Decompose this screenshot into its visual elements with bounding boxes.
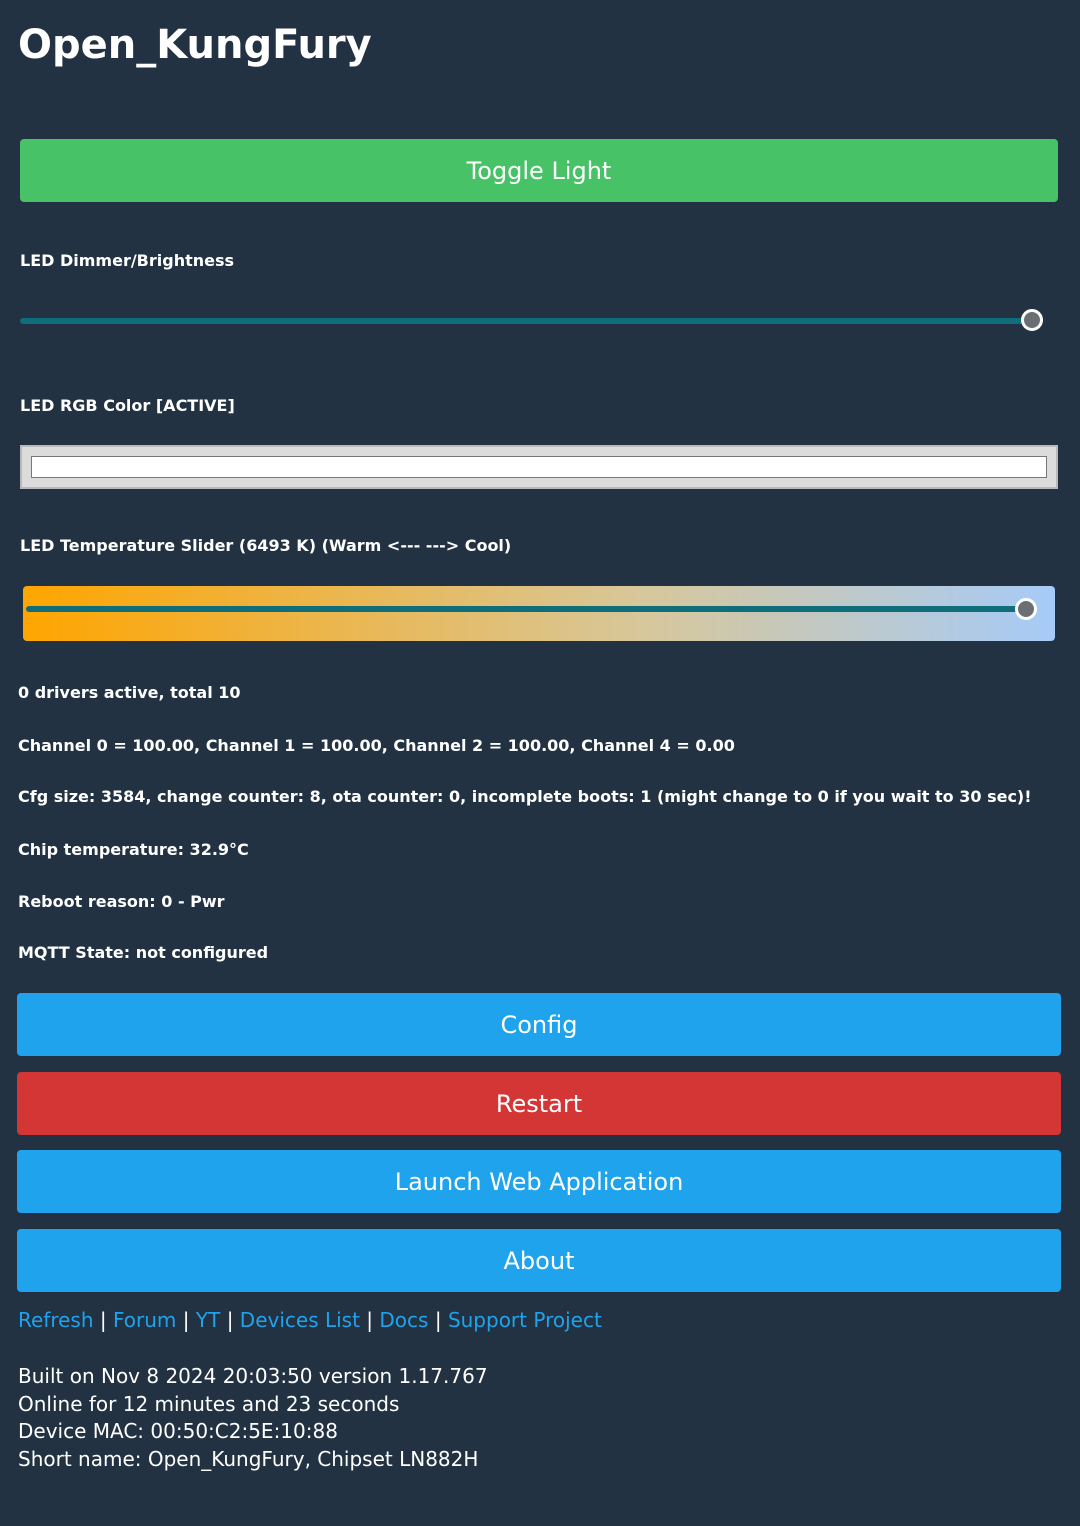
rgb-color-label: LED RGB Color [ACTIVE]	[20, 396, 235, 415]
chip-temperature-info: Chip temperature: 32.9°C	[18, 840, 249, 859]
link-separator: |	[226, 1308, 234, 1332]
dimmer-slider-track[interactable]	[20, 318, 1032, 324]
link-separator: |	[99, 1308, 107, 1332]
built-info: Built on Nov 8 2024 20:03:50 version 1.17.767	[18, 1364, 488, 1388]
restart-button[interactable]: Restart	[17, 1072, 1061, 1135]
cfg-info: Cfg size: 3584, change counter: 8, ota counter: 0, incomplete boots: 1 (might change to 0 if you wait to 30 sec)!	[18, 787, 1032, 806]
devices-list-link[interactable]: Devices List	[239, 1308, 360, 1332]
link-separator: |	[182, 1308, 190, 1332]
temperature-label: LED Temperature Slider (6493 K) (Warm <--- ---> Cool)	[20, 536, 512, 555]
launch-web-app-button[interactable]: Launch Web Application	[17, 1150, 1061, 1213]
docs-link[interactable]: Docs	[379, 1308, 429, 1332]
temperature-slider-track[interactable]	[26, 606, 1026, 612]
build-info	[18, 1363, 488, 1473]
dimmer-slider[interactable]	[20, 305, 1050, 337]
forum-link[interactable]: Forum	[113, 1308, 177, 1332]
toggle-light-button[interactable]: Toggle Light	[20, 139, 1058, 202]
link-separator: |	[366, 1308, 374, 1332]
mqtt-state-info: MQTT State: not configured	[18, 943, 269, 962]
config-button[interactable]: Config	[17, 993, 1061, 1056]
yt-link[interactable]: YT	[195, 1308, 221, 1332]
short-name-info: Short name: Open_KungFury, Chipset LN882H	[18, 1446, 479, 1471]
temperature-slider[interactable]	[23, 586, 1055, 641]
link-separator: |	[434, 1308, 442, 1332]
mac-info: Device MAC: 00:50:C2:5E:10:88	[18, 1419, 338, 1443]
refresh-link[interactable]: Refresh	[18, 1308, 94, 1332]
page-title: Open_KungFury	[18, 22, 372, 68]
footer-links	[18, 1308, 602, 1332]
support-project-link[interactable]: Support Project	[447, 1308, 602, 1332]
reboot-reason-info: Reboot reason: 0 - Pwr	[18, 892, 225, 911]
uptime-info: Online for 12 minutes and 23 seconds	[18, 1391, 400, 1416]
temperature-slider-thumb[interactable]	[1015, 598, 1037, 620]
rgb-color-picker[interactable]	[20, 445, 1058, 489]
rgb-color-swatch[interactable]	[31, 456, 1047, 478]
dimmer-label: LED Dimmer/Brightness	[20, 251, 235, 270]
dimmer-slider-thumb[interactable]	[1021, 309, 1043, 331]
channels-info: Channel 0 = 100.00, Channel 1 = 100.00, Channel 2 = 100.00, Channel 4 = 0.00	[18, 736, 735, 755]
about-button[interactable]: About	[17, 1229, 1061, 1292]
drivers-info: 0 drivers active, total 10	[18, 683, 241, 702]
